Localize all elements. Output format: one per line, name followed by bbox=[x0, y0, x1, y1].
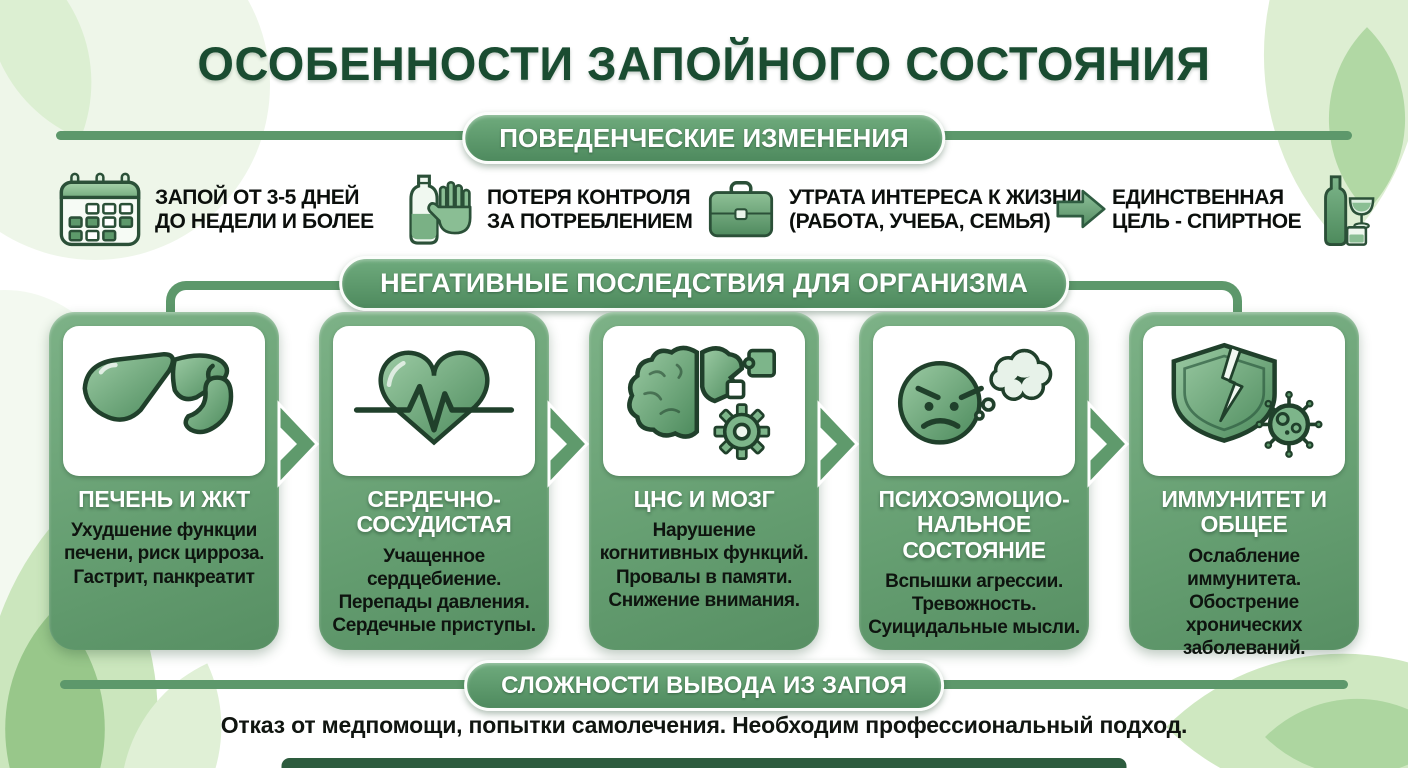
section-header-label: ПОВЕДЕНЧЕСКИЕ ИЗМЕНЕНИЯ bbox=[499, 122, 909, 153]
behavior-item-label: ПОТЕРЯ КОНТРОЛЯ ЗА ПОТРЕБЛЕНИЕМ bbox=[487, 186, 693, 233]
card-icon-box bbox=[873, 326, 1075, 476]
section-header-consequences bbox=[339, 256, 1069, 311]
card-icon-box bbox=[603, 326, 805, 476]
card-icon-box bbox=[333, 326, 535, 476]
alcohol-icon bbox=[1314, 173, 1376, 247]
card-cardiovascular bbox=[319, 312, 549, 650]
section-header-withdrawal bbox=[464, 660, 944, 711]
page-title: ОСОБЕННОСТИ ЗАПОЙНОГО СОСТОЯНИЯ bbox=[197, 37, 1211, 90]
calendar-icon bbox=[58, 172, 142, 248]
footer-bar bbox=[282, 758, 1127, 768]
withdrawal-note: Отказ от медпомощи, попытки самолечения. Необходим профессиональный подход. bbox=[220, 712, 1188, 738]
behavior-item-label: ЕДИНСТВЕННАЯ ЦЕЛЬ - СПИРТНОЕ bbox=[1112, 186, 1302, 233]
card-text: Ухудшение функции печени, риск цирроза. Гастрит, панкреатит bbox=[63, 520, 265, 588]
card-icon-box bbox=[63, 326, 265, 476]
consequence-cards-row bbox=[49, 312, 1359, 660]
bottle-hand-icon bbox=[394, 171, 474, 249]
behavior-item-binge-duration bbox=[58, 166, 374, 254]
card-text: Ослабление иммунитета. Обострение хронических заболеваний. bbox=[1182, 545, 1306, 660]
chevron-right-icon bbox=[547, 396, 591, 492]
behavior-item-label: УТРАТА ИНТЕРЕСА К ЖИЗНИ (РАБОТА, УЧЕБА, СЕМЬЯ) bbox=[789, 186, 1082, 233]
behavior-item-only-goal-alcohol bbox=[1112, 166, 1376, 254]
card-immunity-general bbox=[1129, 312, 1359, 660]
card-text: Нарушение когнитивных функций. Провалы в памяти. Снижение внимания. bbox=[599, 520, 809, 611]
section-header-label: НЕГАТИВНЫЕ ПОСЛЕДСТВИЯ ДЛЯ ОРГАНИЗМА bbox=[380, 268, 1028, 298]
heart-ecg-icon bbox=[341, 338, 527, 464]
section-header-behavioral bbox=[462, 112, 945, 164]
behavior-item-label: ЗАПОЙ ОТ 3-5 ДНЕЙ ДО НЕДЕЛИ И БОЛЕЕ bbox=[155, 186, 374, 233]
brain-icon bbox=[611, 338, 797, 464]
chevron-right-icon bbox=[1087, 396, 1131, 492]
shield-virus-icon bbox=[1151, 338, 1337, 464]
card-text: Учащенное сердцебиение. Перепады давления. Сердечные приступы. bbox=[332, 545, 536, 637]
card-title: ПЕЧЕНЬ И ЖКТ bbox=[78, 486, 250, 512]
briefcase-icon bbox=[706, 180, 776, 240]
behavior-item-loss-of-control bbox=[394, 166, 693, 254]
behavior-item-loss-of-interest bbox=[706, 166, 1081, 254]
card-cns-brain bbox=[589, 312, 819, 650]
section-header-label: СЛОЖНОСТИ ВЫВОДА ИЗ ЗАПОЯ bbox=[501, 671, 907, 699]
liver-stomach-icon bbox=[71, 338, 257, 464]
card-title: СЕРДЕЧНО-СОСУДИСТАЯ bbox=[356, 486, 512, 538]
card-title: ИММУНИТЕТ И ОБЩЕЕ bbox=[1161, 486, 1327, 538]
angry-face-icon bbox=[881, 338, 1067, 464]
arrow-right-icon bbox=[1054, 184, 1108, 234]
card-liver-git bbox=[49, 312, 279, 650]
card-title: ЦНС И МОЗГ bbox=[633, 486, 775, 512]
card-title: ПСИХОЭМОЦИО-НАЛЬНОЕ СОСТОЯНИЕ bbox=[878, 486, 1070, 563]
chevron-right-icon bbox=[817, 396, 861, 492]
card-psychoemotional bbox=[859, 312, 1089, 650]
card-text: Вспышки агрессии. Тревожность. Суицидальные мысли. bbox=[868, 570, 1080, 639]
chevron-right-icon bbox=[277, 396, 321, 492]
card-icon-box bbox=[1143, 326, 1345, 476]
